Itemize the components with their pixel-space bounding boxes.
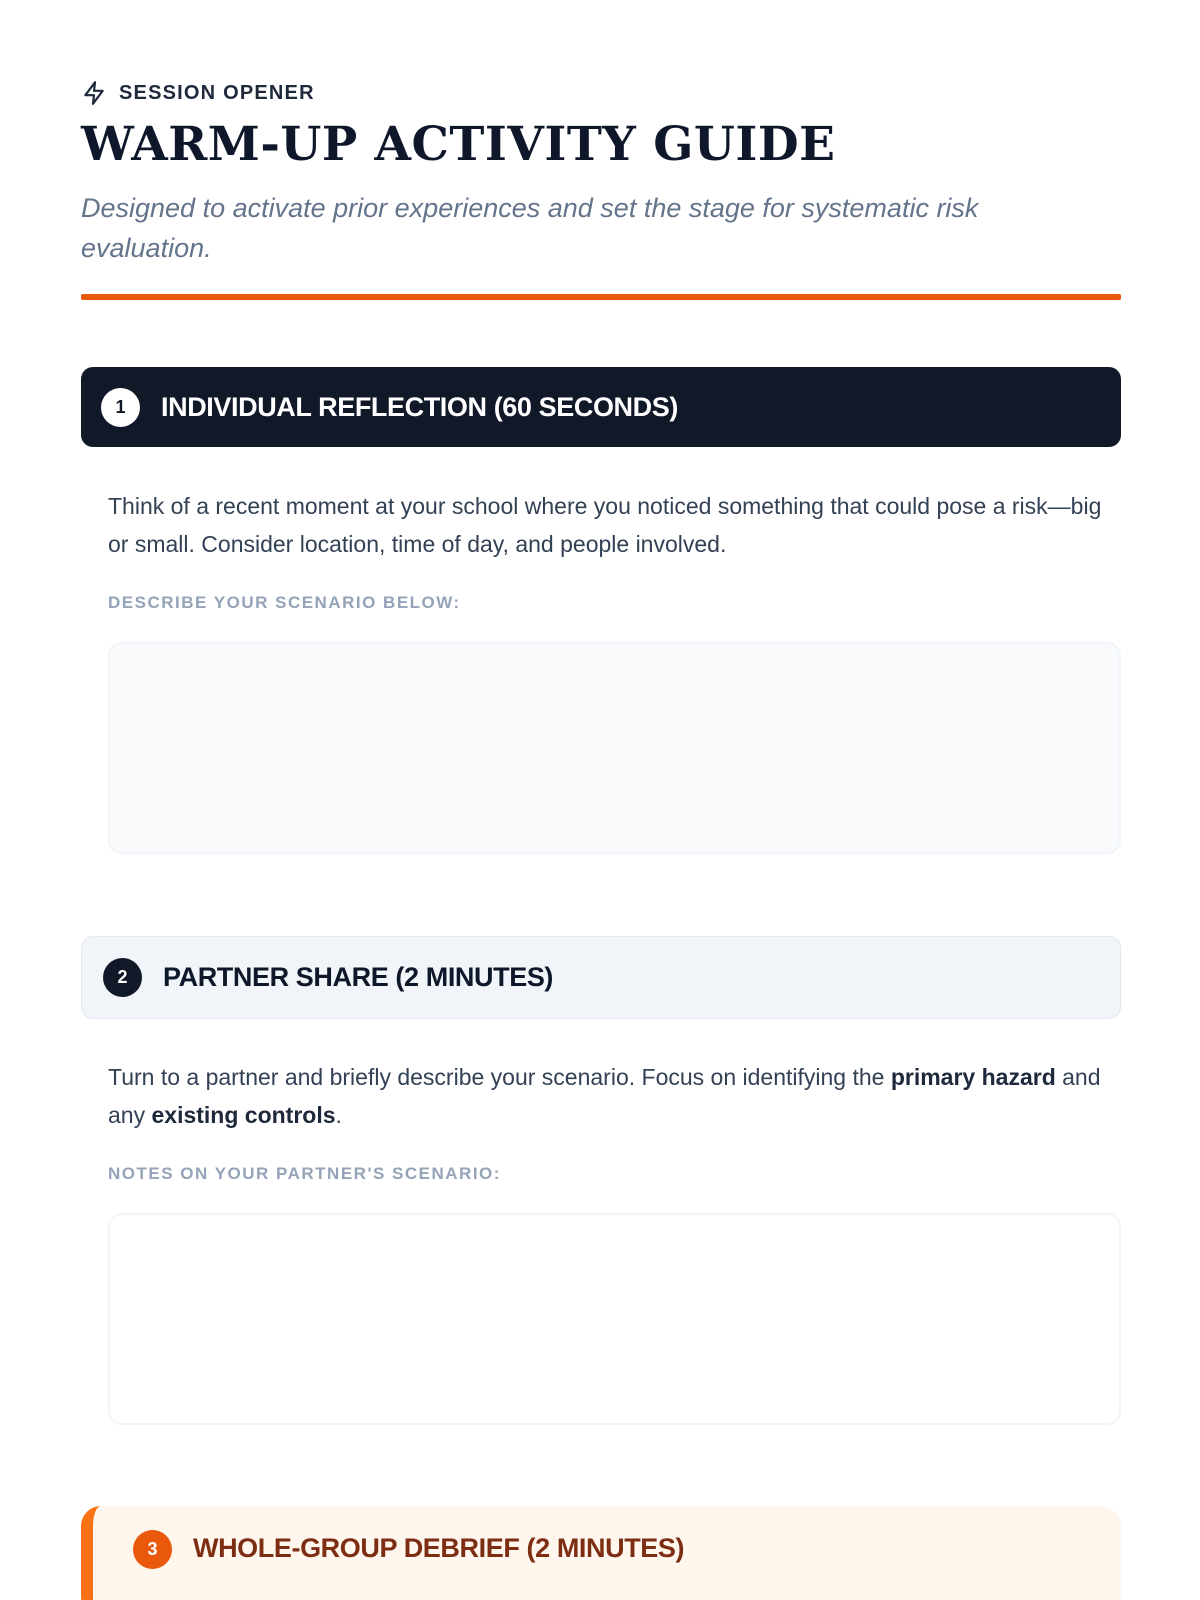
section-title: WHOLE-GROUP DEBRIEF (2 MINUTES) [193,1533,685,1563]
instruction-text: . [335,1102,342,1128]
field-label: NOTES ON YOUR PARTNER'S SCENARIO: [108,1164,501,1183]
field-label: DESCRIBE YOUR SCENARIO BELOW: [108,593,461,612]
step-number-badge: 3 [133,1530,172,1569]
section-instructions: Think of a recent moment at your school where you noticed something that could pose a risk—big or small. Consider location, time of day, and people involved. [108,493,1102,557]
section-header-individual-reflection [81,367,1121,447]
eyebrow-label: SESSION OPENER [119,81,315,104]
accent-divider [81,294,1121,300]
partner-notes-textarea[interactable] [108,1213,1121,1425]
page-title: WARM-UP ACTIVITY GUIDE [81,117,836,172]
page-subtitle: Designed to activate prior experiences and set the stage for systematic risk evaluation. [81,193,979,263]
step-number-badge: 2 [103,958,142,997]
section-title: PARTNER SHARE (2 MINUTES) [163,962,554,992]
section-header-whole-group-debrief [81,1506,1121,1600]
lightning-bolt-icon [81,80,107,106]
emphasis-primary-hazard: primary hazard [890,1064,1056,1090]
step-number-badge: 1 [101,388,140,427]
section-instructions [108,1058,1108,1134]
scenario-description-textarea[interactable] [108,642,1121,854]
instruction-text: Turn to a partner and briefly describe your scenario. Focus on identifying the [108,1064,891,1090]
section-header-partner-share [81,936,1121,1019]
section-title: INDIVIDUAL REFLECTION (60 SECONDS) [161,391,678,422]
instruction-text: and any [108,1064,1101,1128]
eyebrow [81,80,315,106]
emphasis-existing-controls: existing controls [151,1102,336,1128]
